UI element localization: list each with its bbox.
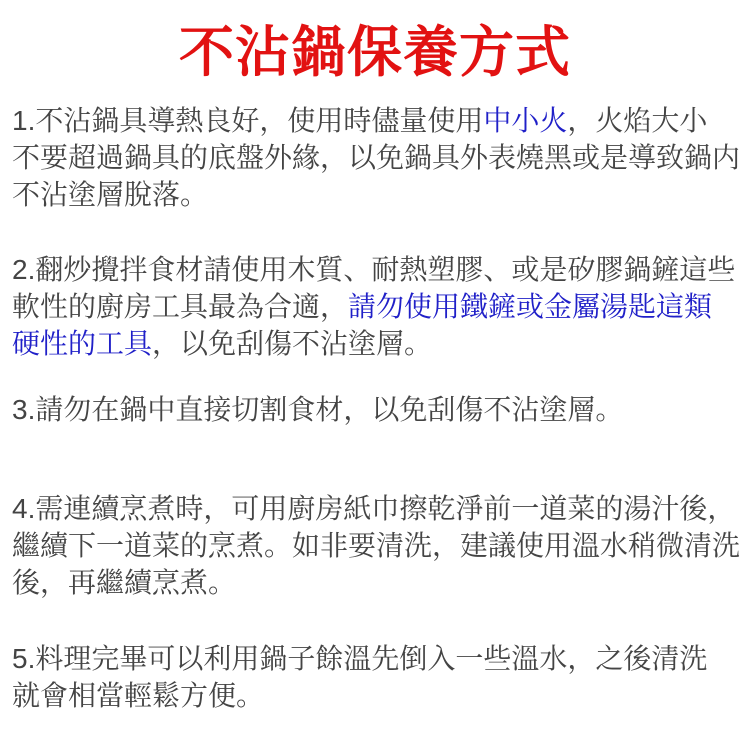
highlight-blue-segment: 硬性的工具 [12, 328, 153, 359]
paragraph-4 [12, 490, 741, 601]
text-segment: 不要超過鍋具的底盤外緣，以免鍋具外表燒黑或是導致鍋内 [12, 142, 741, 173]
highlight-blue-segment: 請勿使用鐵鏟或金屬湯匙這類 [348, 291, 713, 322]
text-segment: ，火焰大小 [567, 105, 708, 136]
text-segment: 3.請勿在鍋中直接切割食材，以免刮傷不沾塗層。 [12, 394, 624, 425]
text-segment: 不沾塗層脫落。 [12, 179, 209, 210]
text-line [12, 527, 741, 564]
text-segment: 軟性的廚房工具最為合適， [12, 291, 349, 322]
text-segment: 繼續下一道菜的烹煮。如非要清洗，建議使用溫水稍微清洗 [12, 530, 741, 561]
text-segment: 後，再繼續烹煮。 [12, 567, 237, 598]
text-line [12, 325, 738, 362]
text-segment: 4.需連續烹煮時，可用廚房紙巾擦乾淨前一道菜的湯汁後， [12, 493, 736, 524]
paragraph-5 [12, 640, 738, 714]
text-segment: 1.不沾鍋具導熱良好，使用時儘量使用 [12, 105, 484, 136]
text-line [12, 564, 738, 601]
text-segment: 2.翻炒攪拌食材請使用木質、耐熱塑膠、或是矽膠鍋鏟這些 [12, 254, 736, 285]
text-line [12, 391, 738, 428]
text-line [12, 677, 738, 714]
text-line [12, 102, 738, 139]
text-line [12, 288, 738, 325]
text-line [12, 176, 738, 213]
text-segment: ，以免刮傷不沾塗層。 [152, 328, 433, 359]
text-line [12, 139, 741, 176]
instructions-list [0, 102, 750, 714]
text-segment: 5.料理完畢可以利用鍋子餘溫先倒入一些溫水，之後清洗 [12, 643, 708, 674]
page-title: 不沾鍋保養方式 [178, 21, 571, 83]
text-line [12, 490, 738, 527]
highlight-blue-segment: 中小火 [483, 105, 568, 136]
document-page [0, 16, 750, 750]
text-line [12, 251, 738, 288]
text-line [12, 640, 738, 677]
paragraph-1 [12, 102, 741, 213]
paragraph-2 [12, 251, 738, 362]
paragraph-3 [12, 391, 738, 428]
text-segment: 就會相當輕鬆方便。 [12, 680, 265, 711]
